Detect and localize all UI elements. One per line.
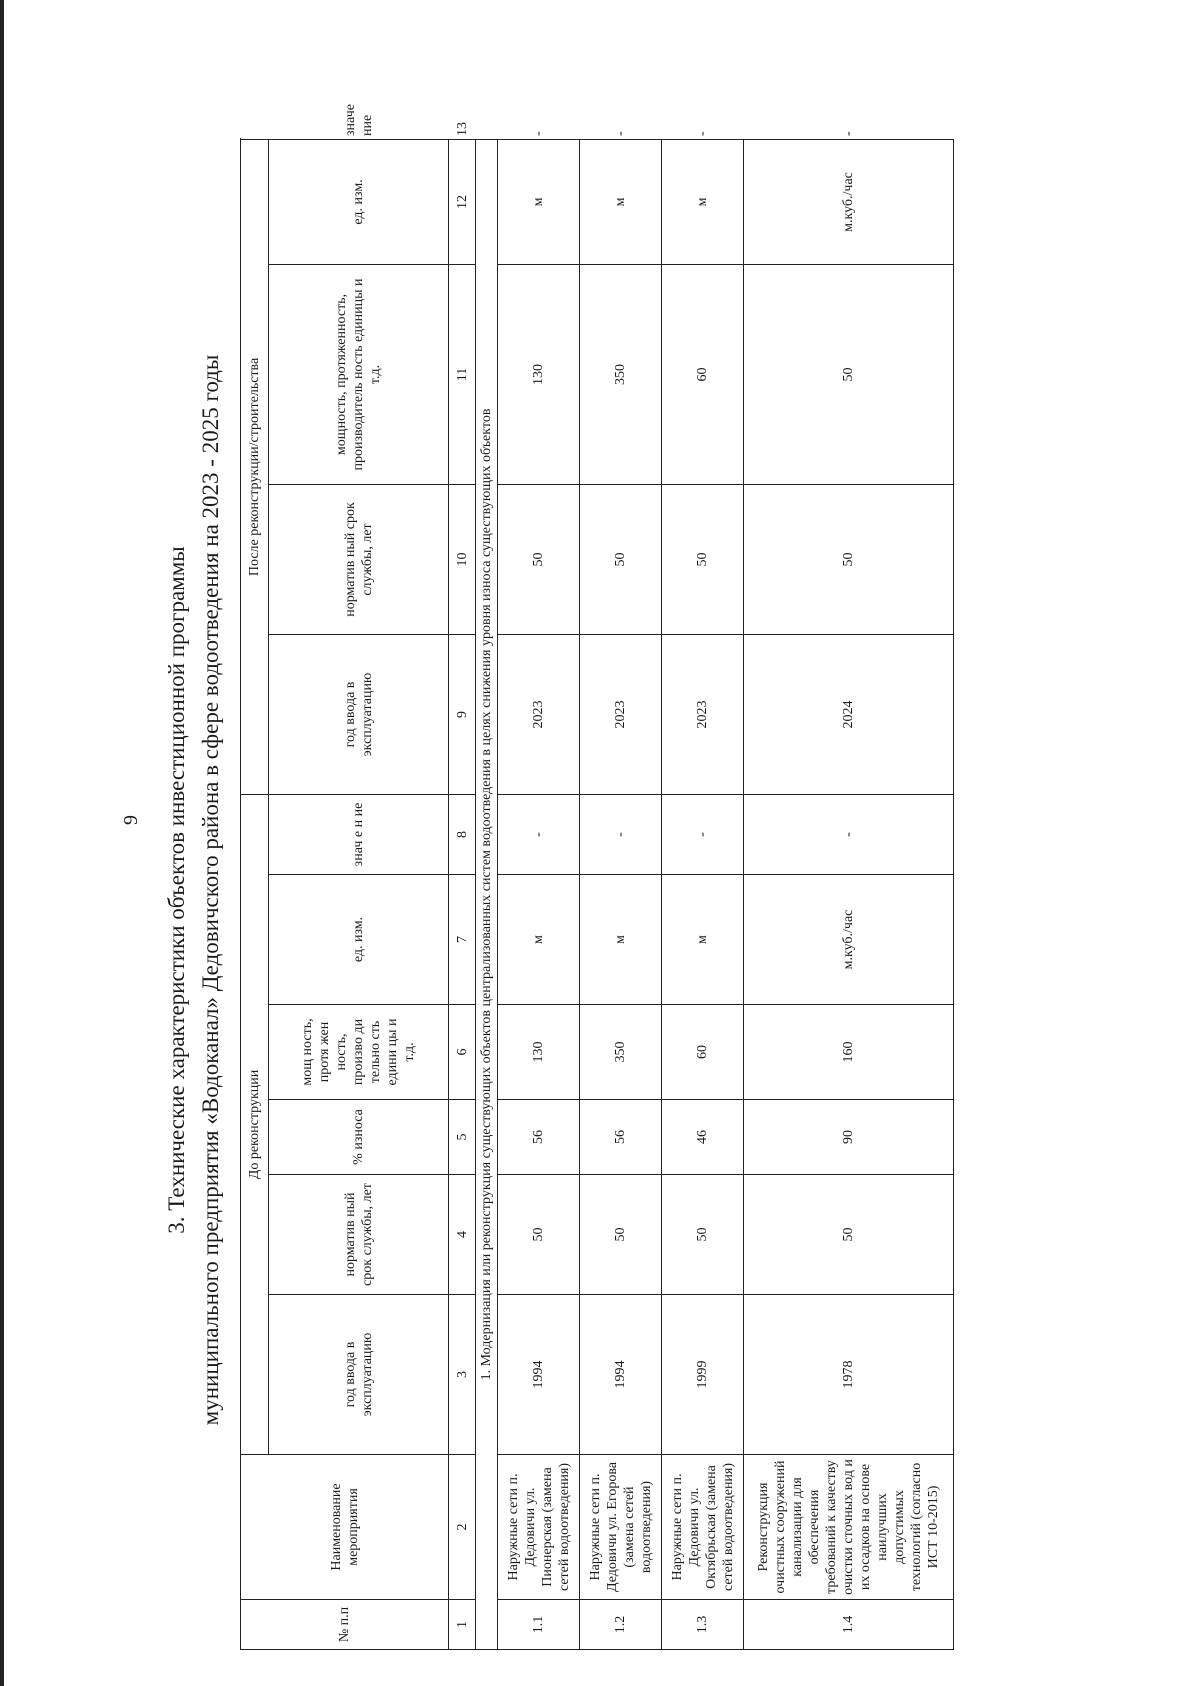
header-before-life: норматив ный срок службы, лет	[269, 1175, 449, 1295]
title-line-2: муниципального предприятия «Водоканал» Дедовичского района в сфере водоотведения на 2023 - 2025 годы	[198, 354, 223, 1426]
row-power-after: 60	[662, 264, 744, 484]
col-number: 8	[449, 794, 476, 874]
table-row	[498, 139, 580, 1649]
row-unit-before: м.куб./час	[744, 875, 954, 1005]
row-year-after: 2024	[744, 634, 954, 794]
row-unit-after: м	[580, 139, 662, 264]
row-unit-after: м	[498, 139, 580, 264]
col-number: 6	[449, 1005, 476, 1100]
row-name: Наружные сети п. Дедовичи ул. Октябрьская (замена сетей водоотведения)	[662, 1455, 744, 1600]
row-wear: 56	[498, 1100, 580, 1175]
row-unit-after: м.куб./час	[744, 139, 954, 264]
col-number: 10	[449, 484, 476, 634]
scan-edge-line	[0, 0, 4, 1686]
table-row	[580, 139, 662, 1649]
row-power-before: 60	[662, 1005, 744, 1100]
row-value-before: -	[662, 794, 744, 874]
row-year-after: 2023	[662, 634, 744, 794]
row-year-before: 1994	[498, 1295, 580, 1455]
row-unit-before: м	[662, 875, 744, 1005]
row-power-before: 350	[580, 1005, 662, 1100]
row-life-after: 50	[662, 484, 744, 634]
col-number: 2	[449, 1455, 476, 1600]
row-num: 1.4	[744, 1600, 954, 1650]
row-year-before: 1978	[744, 1295, 954, 1455]
header-after-power: мощность, протяженность, производитель ность единицы и т.д.	[269, 264, 449, 484]
row-num: 1.1	[498, 1600, 580, 1650]
row-power-after: 130	[498, 264, 580, 484]
col-number: 5	[449, 1100, 476, 1175]
row-value-before: -	[580, 794, 662, 874]
header-num: № п.п	[241, 1600, 449, 1650]
page-number: 9	[120, 815, 142, 825]
header-after-group: После реконструкции/строительства	[241, 139, 269, 794]
row-life-before: 50	[498, 1175, 580, 1295]
table-row	[744, 139, 954, 1649]
characteristics-table	[240, 104, 954, 1650]
row-name: Наружные сети п. Дедовичи ул. Егорова (замена сетей водоотведения)	[580, 1455, 662, 1600]
col-number: 12	[449, 139, 476, 264]
row-num: 1.2	[580, 1600, 662, 1650]
header-before-group: До реконструкции	[241, 794, 269, 1454]
row-year-after: 2023	[580, 634, 662, 794]
header-after-year: год ввода в эксплуатацию	[269, 634, 449, 794]
row-life-before: 50	[662, 1175, 744, 1295]
row-num: 1.3	[662, 1600, 744, 1650]
row-power-after: 350	[580, 264, 662, 484]
section-title: 1. Модернизация или реконструкция существующих объектов централизованных систем водоотведения в целях снижения уровня износа существующих объектов	[476, 139, 498, 1649]
row-unit-before: м	[580, 875, 662, 1005]
row-value-before: -	[744, 794, 954, 874]
row-name: Наружные сети п. Дедовичи ул. Пионерская (замена сетей водоотведения)	[498, 1455, 580, 1600]
row-life-after: 50	[580, 484, 662, 634]
col-number: 7	[449, 875, 476, 1005]
header-before-power: мощ ность, протя жен ность, произво ди тельно сть едини цы и т.д.	[269, 1005, 449, 1100]
row-year-before: 1994	[580, 1295, 662, 1455]
row-year-after: 2023	[498, 634, 580, 794]
row-life-after: 50	[744, 484, 954, 634]
col-number: 4	[449, 1175, 476, 1295]
document-title	[160, 110, 228, 1670]
row-wear: 46	[662, 1100, 744, 1175]
row-value-before: -	[498, 794, 580, 874]
header-after-unit: ед. изм.	[269, 139, 449, 264]
row-wear: 90	[744, 1100, 954, 1175]
header-before-unit: ед. изм.	[269, 875, 449, 1005]
row-unit-before: м	[498, 875, 580, 1005]
row-year-before: 1999	[662, 1295, 744, 1455]
header-name: Наименование мероприятия	[241, 1455, 449, 1600]
row-life-before: 50	[580, 1175, 662, 1295]
row-name: Реконструкция очистных сооружений канализации для обеспечения требований к качеству очистки сточных вод и их осадков на основе наилучших допустимых технологий (согласно ИСТ 10-2015)	[744, 1455, 954, 1600]
row-wear: 56	[580, 1100, 662, 1175]
col-number: 1	[449, 1600, 476, 1650]
row-unit-after: м	[662, 139, 744, 264]
header-before-value: знач е н ие	[269, 794, 449, 874]
header-before-year: год ввода в эксплуатацию	[269, 1295, 449, 1455]
column-numbers-row	[449, 139, 476, 1649]
row-life-before: 50	[744, 1175, 954, 1295]
table-row	[662, 139, 744, 1649]
header-before-wear: % износа	[269, 1100, 449, 1175]
rotated-page-content	[160, 104, 1060, 1670]
col-number: 9	[449, 634, 476, 794]
row-power-before: 130	[498, 1005, 580, 1100]
col-number: 11	[449, 264, 476, 484]
row-power-before: 160	[744, 1005, 954, 1100]
header-after-life: норматив ный срок службы, лет	[269, 484, 449, 634]
col-number: 3	[449, 1295, 476, 1455]
row-life-after: 50	[498, 484, 580, 634]
row-power-after: 50	[744, 264, 954, 484]
title-line-1: 3. Технические характеристики объектов инвестиционной программы	[164, 546, 189, 1234]
